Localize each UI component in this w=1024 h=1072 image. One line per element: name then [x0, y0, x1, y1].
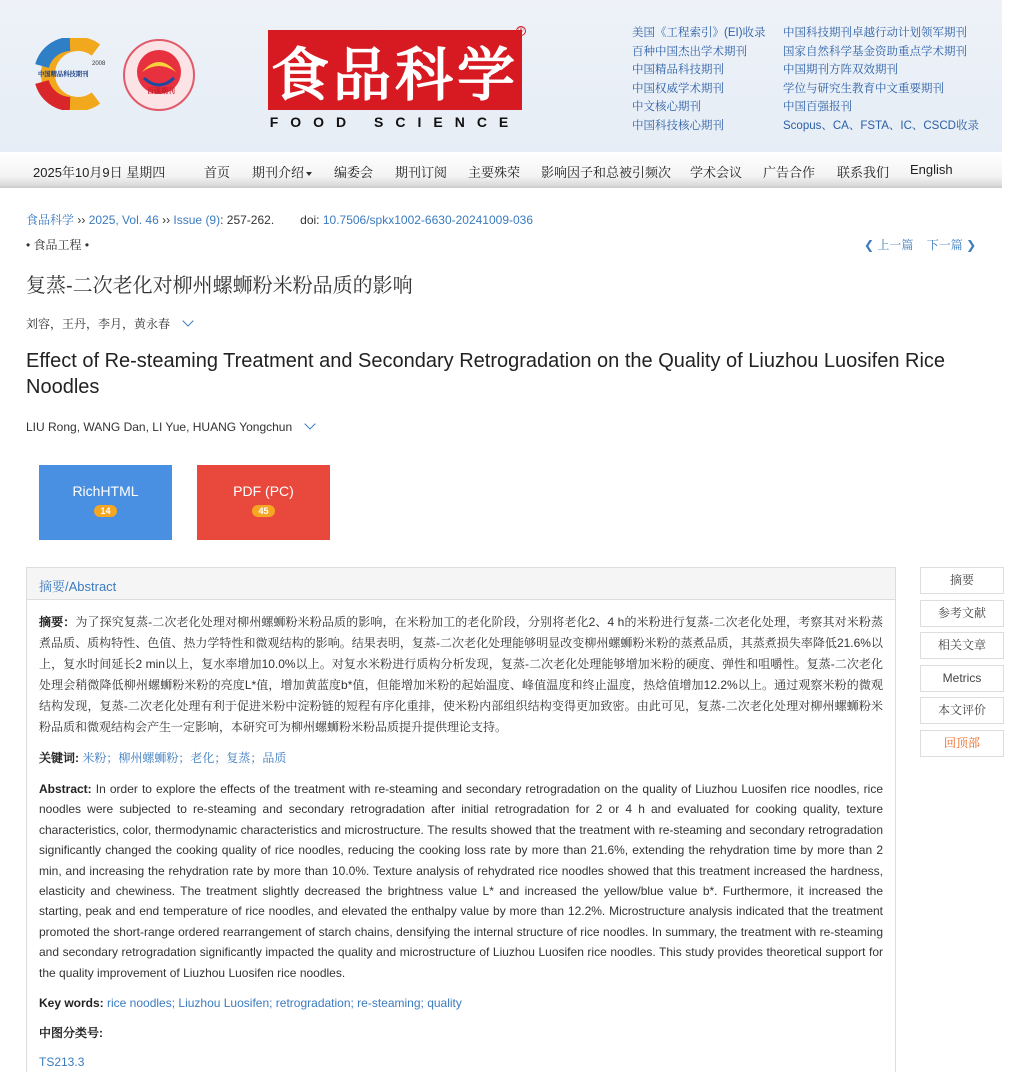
nav-awards[interactable]: 主要殊荣 — [468, 165, 521, 180]
side-nav-related[interactable]: 相关文章 — [920, 632, 1004, 659]
side-nav-metrics[interactable]: Metrics — [920, 665, 1004, 692]
journal-name-en: FOOD SCIENCE — [269, 114, 521, 130]
article-pager — [864, 236, 976, 253]
richhtml-count-badge: 14 — [94, 505, 116, 517]
index-item: 中国科技期刊卓越行动计划领军期刊 — [783, 27, 967, 39]
index-item: 百种中国杰出学术期刊 — [632, 45, 747, 58]
top100-journal-medal — [122, 38, 196, 112]
doi-link[interactable]: 10.7506/spkx1002-6630-20241009-036 — [322, 213, 534, 227]
article-section: • 食品工程 • — [26, 238, 90, 252]
crumb-volume-link[interactable]: 2025, Vol. 46 — [88, 213, 159, 227]
side-nav — [920, 567, 1004, 762]
prev-article-link[interactable] — [864, 238, 913, 252]
next-article-link[interactable] — [927, 238, 976, 252]
pdf-button[interactable] — [197, 465, 330, 540]
keywords-cn-links[interactable]: 米粉；柳州螺蛳粉；老化；复蒸；品质 — [82, 751, 287, 765]
current-date: 2025年10月9日 星期四 — [33, 165, 166, 180]
nav-contact[interactable]: 联系我们 — [837, 165, 890, 180]
abstract-panel — [26, 567, 896, 1072]
nav-impact-factor[interactable]: 影响因子和总被引频次 — [541, 165, 672, 180]
chevron-left-icon: ❮ — [864, 238, 875, 252]
crumb-pages: : 257-262. — [220, 213, 275, 227]
crumb-separator: ›› — [74, 213, 89, 227]
index-item: Scopus、CA、FSTA、IC、CSCD收录 — [783, 119, 979, 132]
nav-journal-intro[interactable] — [252, 162, 312, 181]
abstract-heading: 摘要/Abstract — [27, 568, 895, 600]
quality-journal-logo — [34, 38, 106, 110]
nav-conferences[interactable]: 学术会议 — [690, 165, 743, 180]
breadcrumb — [26, 211, 533, 228]
nav-english[interactable]: English — [910, 162, 953, 177]
prev-article-label: 上一篇 — [877, 238, 914, 252]
clc-code[interactable]: TS213.3 — [39, 1055, 85, 1070]
crumb-separator: ›› — [158, 213, 174, 227]
side-nav-abstract[interactable]: 摘要 — [920, 567, 1004, 594]
authors-en — [26, 420, 314, 434]
main-nav — [0, 152, 1002, 188]
authors-cn-text: 刘容，王丹，李月，黄永春 — [26, 317, 171, 331]
nav-advertising[interactable]: 广告合作 — [763, 165, 816, 180]
abstract-en-label: Abstract: — [39, 782, 96, 796]
abstract-body — [27, 612, 895, 1069]
svg-text:中国精品科技期刊: 中国精品科技期刊 — [38, 71, 89, 78]
nav-subscription[interactable]: 期刊订阅 — [395, 165, 448, 180]
keywords-en-label: Key words: — [39, 996, 108, 1011]
index-item: 中文核心期刊 — [632, 101, 701, 113]
index-list-right — [783, 24, 979, 135]
crumb-issue-link[interactable]: Issue (9) — [173, 213, 221, 227]
pdf-count-badge: 45 — [252, 505, 274, 517]
abstract-en — [39, 779, 883, 983]
chevron-down-icon[interactable] — [182, 315, 193, 326]
index-item: 学位与研究生教育中文重要期刊 — [783, 82, 944, 95]
caret-down-icon — [306, 172, 312, 176]
side-nav-references[interactable]: 参考文献 — [920, 600, 1004, 627]
richhtml-button[interactable] — [39, 465, 172, 540]
index-item: 中国权威学术期刊 — [632, 82, 724, 95]
clc-label — [39, 1024, 883, 1041]
index-item: 中国百强报刊 — [783, 101, 852, 113]
abstract-cn-label: 摘要： — [39, 615, 76, 629]
article-title-en: Effect of Re-steaming Treatment and Secondary Retrogradation on the Quality of Liuzhou Luosifen Rice Noodles — [26, 350, 946, 398]
registered-icon: ® — [516, 26, 526, 36]
svg-text:2008: 2008 — [92, 61, 106, 67]
index-item: 中国精品科技期刊 — [632, 64, 724, 76]
article-title-cn: 复蒸-二次老化对柳州螺蛳粉米粉品质的影响 — [26, 275, 413, 297]
abstract-cn-text: 为了探究复蒸-二次老化处理对柳州螺蛳粉米粉品质的影响，在米粉加工的老化阶段，分别将老化2、4 h的米粉进行复蒸-二次老化处理，考察其对米粉蒸煮品质、质构特性、色值、热力学特性和微观结构的影响。结果表明，复蒸-二次老化处理能够明显改变柳州螺蛳粉米粉的蒸煮品质，其蒸煮损失率降低21.6%以上，复水时间延长2 min以上，复水率增加10.0%以上。对复水米粉进行质构分析发现，复蒸-二次老化处理能够增加米粉的硬度、弹性和咀嚼性。复蒸-二次老化处理会稍微降低柳州螺蛳粉米粉的亮度L*值，增加黄蓝度b*值，但能增加米粉的起始温度、峰值温度和终止温度，热焓值增加12.2%以上。通过观察米粉的微观结构发现，复蒸-二次老化处理有利于促进米粉中淀粉链的短程有序化重排，使米粉内部组织结构变得更加致密。由此可见，复蒸-二次老化处理对柳州螺蛳粉米粉品质和微观结构会产生一定影响，本研究可为柳州螺蛳粉米粉品质提升提供理论支持。 — [39, 615, 883, 734]
authors-cn — [26, 315, 192, 332]
abstract-en-text: In order to explore the effects of the treatment with re-steaming and secondary retrogradation on the quality of Liuzhou Luosifen rice noodles, rice noodles were subjected to re-steaming and secondary retrogradation after initial retrogradation for 2 or 4 h and evaluated for cooking quality, texture characteristics, color, thermodynamic characteristics and microstructure. The results showed that the treatment with re-steaming and secondary retrogradation significantly changed the cooking quality of rice noodles, reducing the cooking loss rate by more than 21.6%, extending the rehydration time by more than 2 min, and increasing the rehydration rate by more than 10.0%. Texture analysis of rehydrated rice noodles showed that this treatment increased the hardness, elasticity and chewiness. The treatment slightly decreased the brightness value L* and increased the yellow/blue value b*. Furthermore, it increased the starting, peak and end temperature of rice noodles, and elevated the enthalpy value by more than 12.2%. Microstructure analysis indicated that the treatment promoted the short-range ordered rearrangement of starch chains, densifying the internal structure of rice noodles. In summary, the treatment with re-steaming and secondary retrogradation significantly impacted the quality and microstructure of Liuzhou Luosifen rice noodles. This study provides theoretical support for the quality improvement of Liuzhou Luosifen rice noodles. — [39, 782, 883, 980]
back-to-top-button[interactable]: 回顶部 — [920, 730, 1004, 757]
index-item: 国家自然科学基金资助重点学术期刊 — [783, 45, 967, 58]
keywords-cn-label: 关键词: — [39, 751, 83, 765]
nav-home[interactable]: 首页 — [204, 165, 231, 180]
abstract-cn — [39, 612, 883, 738]
clc-label-text: 中图分类号: — [39, 1026, 103, 1041]
pdf-label: PDF (PC) — [233, 483, 294, 499]
authors-en-text: LIU Rong, WANG Dan, LI Yue, HUANG Yongchun — [26, 420, 293, 434]
nav-journal-intro-label: 期刊介绍 — [252, 165, 305, 180]
index-item: 中国期刊方阵双效期刊 — [783, 64, 898, 76]
index-item: 美国《工程索引》(EI)收录 — [632, 27, 766, 39]
index-item: 中国科技核心期刊 — [632, 119, 724, 132]
side-nav-review[interactable]: 本文评价 — [920, 697, 1004, 724]
keywords-en — [39, 993, 883, 1014]
keywords-cn — [39, 748, 883, 769]
svg-text:百强期刊: 百强期刊 — [147, 88, 175, 95]
chevron-right-icon: ❯ — [966, 238, 977, 252]
index-list-left — [632, 24, 766, 135]
site-header — [0, 0, 1002, 152]
chevron-down-icon[interactable] — [304, 418, 315, 429]
nav-editorial-board[interactable]: 编委会 — [334, 165, 374, 180]
keywords-en-links[interactable]: rice noodles; Liuzhou Luosifen; retrogradation; re-steaming; quality — [107, 996, 462, 1011]
next-article-label: 下一篇 — [926, 238, 963, 252]
doi-label: doi: — [300, 213, 323, 227]
journal-name-cn: 食品科学 — [268, 30, 522, 110]
richhtml-label: RichHTML — [72, 483, 139, 499]
crumb-journal-link[interactable]: 食品科学 — [26, 213, 75, 227]
journal-logo[interactable] — [268, 27, 524, 130]
